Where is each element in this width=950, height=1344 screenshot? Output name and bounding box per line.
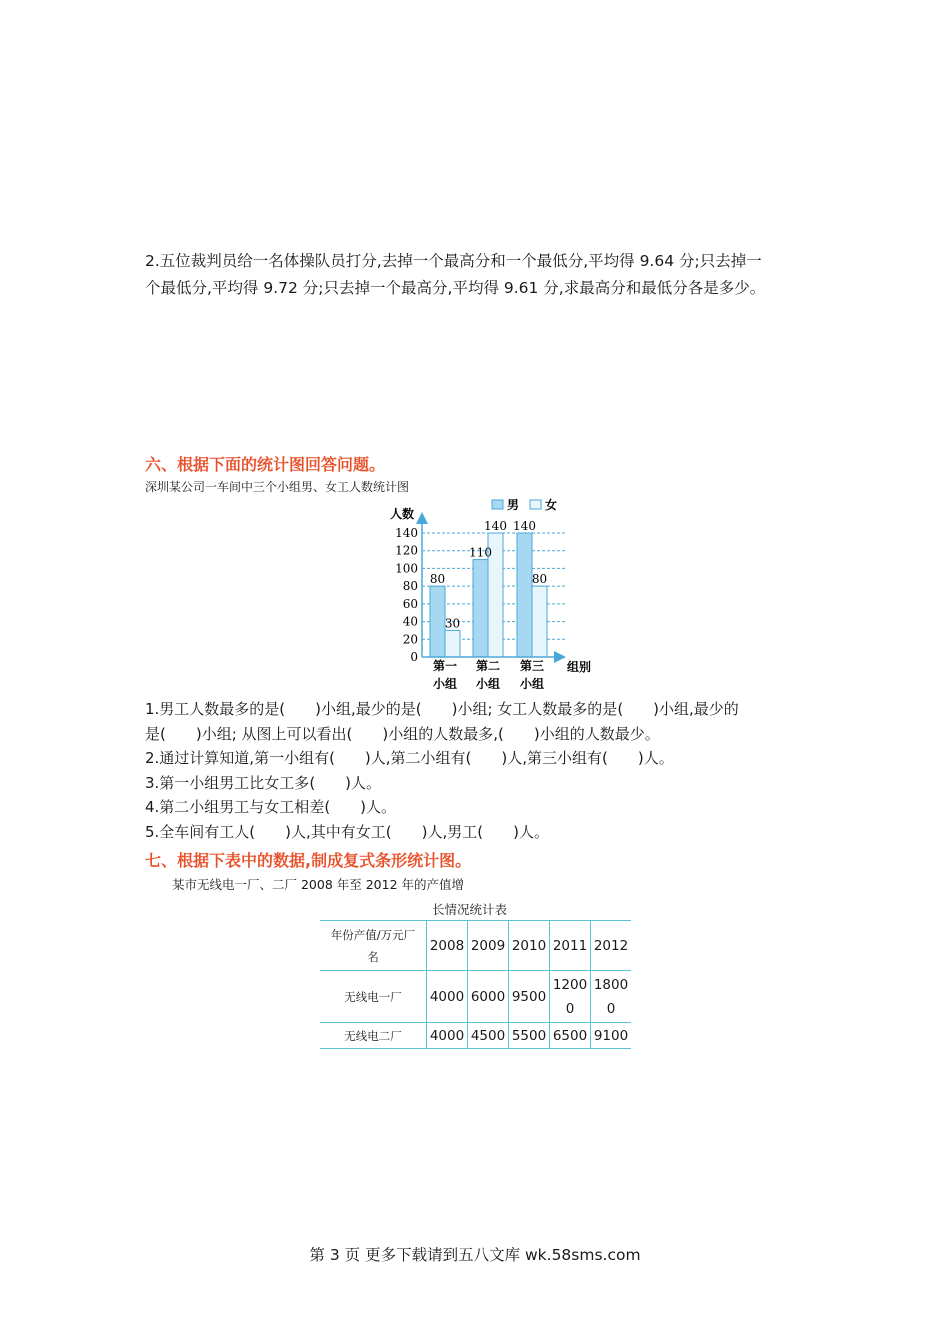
bar-data-label: 140 <box>513 519 536 533</box>
table-title-line-1: 某市无线电一厂、二厂 2008 年至 2012 年的产值增 <box>172 877 465 892</box>
question-line: 5.全车间有工人( )人,其中有女工( )人,男工( )人。 <box>145 822 549 841</box>
y-tick-label: 80 <box>402 579 418 594</box>
year-cell: 2009 <box>468 921 509 971</box>
bar-chart <box>375 495 615 695</box>
x-tick-label: 小组 <box>475 677 501 691</box>
header-label-line: 年份产值/万元厂 <box>330 927 416 942</box>
section-7-heading: 七、根据下表中的数据,制成复式条形统计图。 <box>145 851 472 870</box>
output-value-table <box>320 920 631 1049</box>
year-cell: 2010 <box>509 921 550 971</box>
value-cell: 4000 <box>427 1023 468 1049</box>
value-cell: 4500 <box>468 1023 509 1049</box>
bar-male <box>430 586 445 657</box>
y-tick-label: 100 <box>395 561 418 576</box>
bar-data-label: 30 <box>444 616 461 631</box>
x-tick-label: 小组 <box>432 677 458 691</box>
table-title-line-2: 长情况统计表 <box>432 902 508 917</box>
factory-name-cell: 无线电一厂 <box>320 971 427 1023</box>
value-cell: 6500 <box>550 1023 591 1049</box>
bar-data-label: 110 <box>469 545 492 560</box>
header-label-line: 名 <box>367 949 379 964</box>
value-cell: 4000 <box>427 971 468 1023</box>
bar-male <box>473 560 488 657</box>
section-6-heading: 六、根据下面的统计图回答问题。 <box>145 455 386 474</box>
y-tick-label: 0 <box>410 650 418 664</box>
year-cell: 2011 <box>550 921 591 971</box>
x-tick-label: 小组 <box>519 677 545 691</box>
x-tick-label: 第一 <box>432 659 458 673</box>
problem-2-line-2: 个最低分,平均得 9.72 分;只去掉一个最高分,平均得 9.61 分,求最高分和最低分各是多少。 <box>145 279 766 297</box>
chart-legend <box>492 497 557 512</box>
legend-swatch <box>492 500 503 509</box>
y-tick-label: 120 <box>395 543 418 558</box>
question-line: 2.通过计算知道,第一小组有( )人,第二小组有( )人,第三小组有( )人。 <box>145 749 674 767</box>
question-line: 是( )小组; 从图上可以看出( )小组的人数最多,( )小组的人数最少。 <box>145 724 660 743</box>
y-tick-label: 140 <box>395 526 418 540</box>
value-cell: 12000 <box>550 971 591 1023</box>
header-label-cell <box>320 921 427 971</box>
page-footer: 第 3 页 更多下载请到五八文库 wk.58sms.com <box>309 1246 641 1264</box>
problem-2 <box>145 248 810 302</box>
problem-2-line-1: 2.五位裁判员给一名体操队员打分,去掉一个最高分和一个最低分,平均得 9.64 分;只去掉一 <box>145 252 762 270</box>
table-row <box>320 971 631 1023</box>
x-tick-label: 第二 <box>475 659 501 673</box>
bar-data-label: 140 <box>484 519 507 533</box>
bar-female <box>532 586 547 657</box>
value-cell: 9100 <box>591 1023 632 1049</box>
y-tick-label: 60 <box>402 596 418 611</box>
value-cell: 18000 <box>591 971 632 1023</box>
value-cell: 6000 <box>468 971 509 1023</box>
y-axis-label: 人数 <box>390 507 415 521</box>
bar-data-label: 80 <box>429 572 446 587</box>
question-line: 1.男工人数最多的是( )小组,最少的是( )小组; 女工人数最多的是( )小组,最少的 <box>145 700 739 718</box>
table-header-row <box>320 921 631 971</box>
value-cell: 9500 <box>509 971 550 1023</box>
questions-block <box>145 697 805 844</box>
legend-swatch <box>530 500 541 509</box>
value-cell: 5500 <box>509 1023 550 1049</box>
y-tick-label: 40 <box>402 614 418 629</box>
bar-data-label: 80 <box>531 572 548 587</box>
factory-name-cell: 无线电二厂 <box>320 1023 427 1049</box>
y-tick-label: 20 <box>402 632 418 647</box>
bar-female <box>445 630 460 657</box>
chart-caption: 深圳某公司一车间中三个小组男、女工人数统计图 <box>145 480 410 494</box>
question-line: 4.第二小组男工与女工相差( )人。 <box>145 798 397 816</box>
legend-label: 女 <box>545 498 558 512</box>
year-cell: 2008 <box>427 921 468 971</box>
x-axis-label: 组别 <box>567 660 592 674</box>
x-tick-label: 第三 <box>519 659 545 673</box>
year-cell: 2012 <box>591 921 632 971</box>
legend-label: 男 <box>507 498 520 512</box>
bar-male <box>517 533 532 657</box>
table-row <box>320 1023 631 1049</box>
question-line: 3.第一小组男工比女工多( )人。 <box>145 773 382 792</box>
